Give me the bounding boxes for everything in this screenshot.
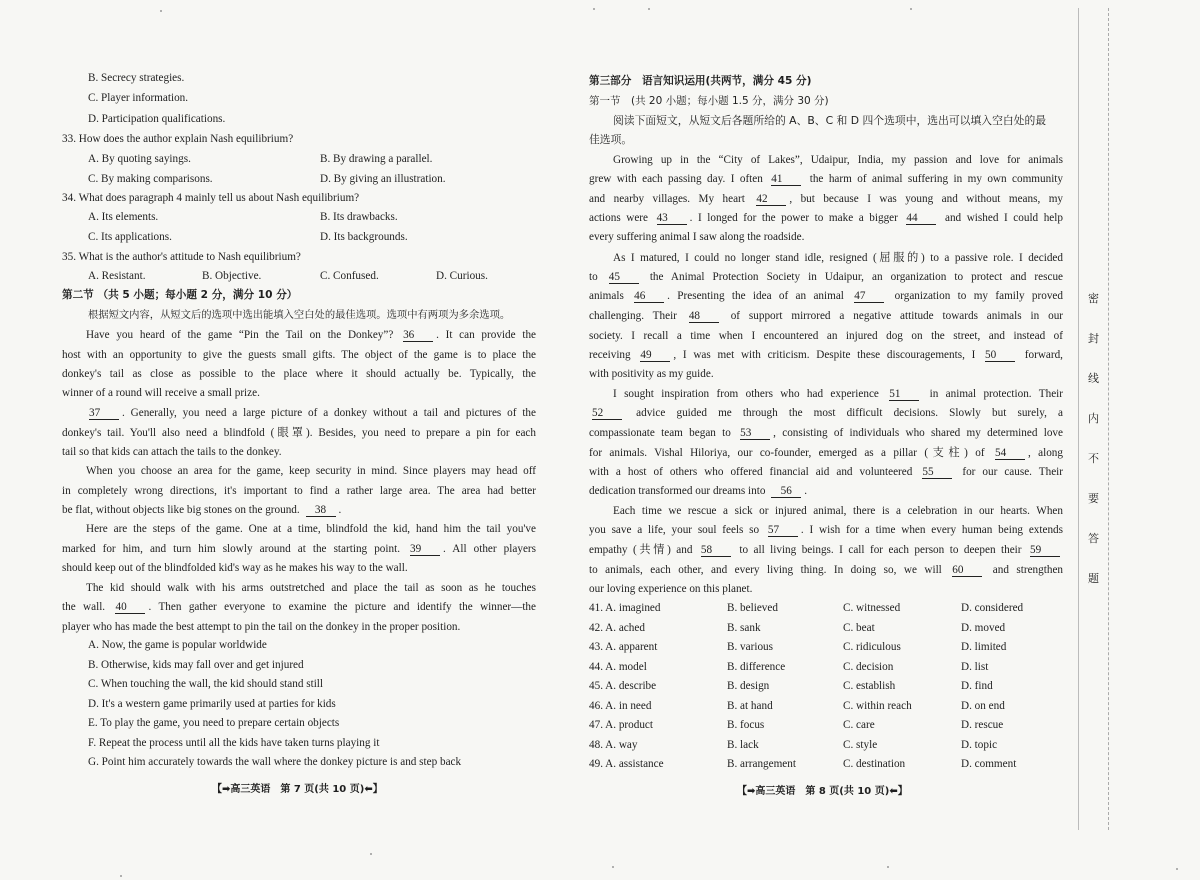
answer-blank: 60 [952,564,982,577]
passage-text: actions were [589,212,654,224]
option-item: 48. A. way [589,739,638,751]
binding-char: 封 [1088,332,1099,345]
answer-blank: 49 [640,349,670,362]
passage-text: . Then gather everyone to examine the picture and identify the winner—the [148,601,536,613]
choice-item: B. Otherwise, kids may fall over and get injured [88,659,304,671]
passage-line [62,561,536,575]
option-32d: D. Participation qualifications. [88,113,226,125]
answer-blank: 58 [701,544,731,557]
option-item: C. ridiculous [843,641,901,653]
passage-text: the Animal Protection Society in Udaipur, an organization to protect and rescue [641,271,1064,283]
scan-dot [120,875,122,877]
option-32b: B. Secrecy strategies. [88,72,185,84]
option-item: 41. A. imagined [589,602,661,614]
passage-text: advice guided me through the most difficult decisions. Slowly but surely, a [625,407,1063,419]
option-item: D. list [961,661,989,673]
passage-text: Here are the steps of the game. One at a time, blindfold the kid, hand him the tail you've [86,523,536,535]
passage-text: with positivity as my guide. [589,368,714,380]
answer-blank: 41 [771,173,801,186]
passage-line [589,426,1063,440]
option-item: 44. A. model [589,661,647,673]
passage-text: . Presenting the idea of an animal [667,290,852,302]
passage-line [589,543,1063,557]
choice-item: E. To play the game, you need to prepare certain objects [88,717,340,729]
binding-char: 内 [1088,412,1099,425]
question-33: 33. How does the author explain Nash equilibrium? [62,133,294,145]
binding-char: 题 [1088,572,1099,585]
passage-line [589,367,1063,381]
answer-blank: 51 [889,388,919,401]
passage-line [589,270,1063,284]
answer-blank: 36 [403,329,433,342]
passage-line [86,581,536,595]
passage-line [589,582,1063,596]
option-item: C. care [843,719,875,731]
option-item: 49. A. assistance [589,758,664,770]
passage-text: be flat, without objects like big stones on the ground. [62,504,303,516]
passage-line [613,504,1063,518]
passage-line [589,211,1063,225]
passage-text: donkey's tail as close as possible to the place where it should actually be. Typically, the [62,368,536,380]
option-35d: D. Curious. [436,270,488,282]
passage-text: grew with each passing day. I often [589,173,769,185]
passage-text: our loving experience on this planet. [589,583,753,595]
passage-text: challenging. Their [589,310,686,322]
passage-text: host with an opportunity to give the guests small gifts. The object of the game is to place the [62,349,536,361]
option-35c: C. Confused. [320,270,379,282]
passage-line [589,563,1063,577]
passage-text: . I longed for the power to make a bigger [689,212,904,224]
passage-text: As I matured, I could no longer stand idle, resigned (屈服的) to a passive role. I decided [613,252,1063,264]
option-item: D. limited [961,641,1007,653]
option-item: C. beat [843,622,875,634]
scan-dot [887,866,889,868]
passage-text: , but because I was young and without means, my [789,193,1063,205]
instructions-line-2: 佳选项。 [589,133,633,146]
scan-dot [370,853,372,855]
option-item: D. considered [961,602,1024,614]
passage-text: with a host of others who offered financial aid and volunteered [589,466,920,478]
passage-text: I sought inspiration from others who had experience [613,388,887,400]
passage-text: and strengthen [985,564,1063,576]
passage-text: . It can provide the [436,329,536,341]
option-34d: D. Its backgrounds. [320,231,408,243]
passage-line [86,406,536,420]
option-33d: D. By giving an illustration. [320,173,446,185]
page-footer-7: 【➡高三英语 第 7 页(共 10 页)⬅】 [212,784,383,795]
option-item: 47. A. product [589,719,654,731]
passage-text: . Generally, you need a large picture of a donkey without a tail and pictures of the [122,407,536,419]
passage-line [62,367,536,381]
passage-text: for our cause. Their [955,466,1063,478]
option-item: D. on end [961,700,1005,712]
passage-text: to all living beings. I call for each person to deepen their [733,544,1027,556]
binding-char: 线 [1088,372,1099,385]
question-35: 35. What is the author's attitude to Nash equilibrium? [62,251,301,263]
answer-blank: 50 [985,349,1015,362]
passage-text: in completely wrong directions, it's important to find a rather large area. The area had better [62,485,536,497]
option-item: C. destination [843,758,906,770]
option-item: C. within reach [843,700,912,712]
passage-text: and wished I could help [939,212,1063,224]
option-item: C. decision [843,661,894,673]
passage-line [62,542,536,556]
passage-text: the harm of animal suffering in my own community [804,173,1064,185]
option-35a: A. Resistant. [88,270,146,282]
passage-line [613,387,1063,401]
passage-line [62,484,536,498]
option-item: C. witnessed [843,602,901,614]
passage-text: should keep out of the blindfolded kid's way as he makes his way to the wall. [62,562,408,574]
passage-line [589,465,1063,479]
scan-dot [160,10,162,12]
passage-text: When you choose an area for the game, keep security in mind. Since players may head off [86,465,536,477]
answer-blank: 42 [756,193,786,206]
passage-line [62,503,536,517]
option-item: B. various [727,641,773,653]
instructions-line-1: 阅读下面短文，从短文后各题所给的 A、B、C 和 D 四个选项中，选出可以填入空白处的最 [613,114,1047,127]
passage-line [86,328,536,342]
option-item: B. difference [727,661,786,673]
option-item: D. topic [961,739,998,751]
answer-blank: 59 [1030,544,1060,557]
option-item: B. sank [727,622,761,634]
passage-line [86,464,536,478]
passage-text: , consisting of individuals who shared my determined love [773,427,1063,439]
section-1-title: 第一节 (共 20 小题；每小题 1.5 分，满分 30 分) [589,95,829,107]
answer-blank: 44 [906,212,936,225]
passage-line [589,289,1063,303]
answer-blank: 48 [689,310,719,323]
page-footer-8: 【➡高三英语 第 8 页(共 10 页)⬅】 [737,786,908,797]
option-32c: C. Player information. [88,92,189,104]
scan-dot [1176,868,1178,870]
passage-line [589,446,1063,460]
passage-line [62,600,536,614]
option-item: C. style [843,739,878,751]
section-2-title: 第二节 （共 5 小题；每小题 2 分，满分 10 分） [62,289,298,301]
passage-text: for animals. Vishal Hiloriya, our co-founder, emerged as a pillar (支柱) of [589,447,992,459]
option-item: B. believed [727,602,778,614]
passage-text: player who has made the best attempt to pin the tail on the donkey in the proper position. [62,621,461,633]
passage-text: empathy (共情) and [589,544,698,556]
answer-blank: 56 [771,485,801,498]
passage-text: receiving [589,349,638,361]
answer-blank: 40 [115,601,145,614]
choice-item: C. When touching the wall, the kid should stand still [88,678,324,690]
passage-line [589,406,1063,420]
passage-text: dedication transformed our dreams into [589,485,769,497]
passage-text: the wall. [62,601,113,613]
answer-blank: 55 [922,466,952,479]
passage-text: every suffering animal I saw along the roadside. [589,231,805,243]
binding-char: 密 [1088,292,1099,305]
passage-text: . [338,504,342,516]
passage-text: of support mirrored a negative attitude towards animals in our [721,310,1064,322]
option-item: 43. A. apparent [589,641,658,653]
option-item: B. design [727,680,770,692]
option-33a: A. By quoting sayings. [88,153,191,165]
passage-text: Each time we rescue a sick or injured animal, there is a celebration in our hearts. When [613,505,1063,517]
passage-text: Growing up in the “City of Lakes”, Udaipur, India, my passion and love for animals [613,154,1063,166]
passage-line [589,329,1063,343]
passage-text: society. I recall a time when I encountered an injured dog on the street, and instead of [589,330,1063,342]
passage-line [62,620,536,634]
passage-text: , along [1027,447,1063,459]
answer-blank: 45 [609,271,639,284]
choice-item: D. It's a western game primarily used at parties for kids [88,698,336,710]
scan-dot [612,866,614,868]
option-item: B. focus [727,719,765,731]
answer-blank: 46 [634,290,664,303]
option-item: D. rescue [961,719,1004,731]
binding-char: 答 [1088,532,1099,545]
option-item: D. moved [961,622,1006,634]
passage-line [589,523,1063,537]
passage-text: you save a life, your soul feels so [589,524,765,536]
passage-text: to [589,271,606,283]
passage-text: in animal protection. Their [922,388,1063,400]
option-34a: A. Its elements. [88,211,159,223]
choice-item: G. Point him accurately towards the wall where the donkey picture is and step back [88,756,462,768]
option-33c: C. By making comparisons. [88,173,213,185]
answer-blank: 54 [995,447,1025,460]
option-item: D. comment [961,758,1017,770]
passage-line [589,348,1063,362]
passage-line [86,522,536,536]
option-35b: B. Objective. [202,270,262,282]
passage-text: . All other players [443,543,536,555]
option-item: B. lack [727,739,759,751]
passage-text: , I was met with criticism. Despite these discouragements, I [673,349,983,361]
passage-text: winner of a round will receive a small prize. [62,387,260,399]
answer-blank: 43 [657,212,687,225]
option-item: C. establish [843,680,896,692]
option-item: 42. A. ached [589,622,645,634]
option-34c: C. Its applications. [88,231,172,243]
passage-text: compassionate team began to [589,427,738,439]
scan-dot [910,8,912,10]
answer-blank: 52 [592,407,622,420]
passage-line [589,172,1063,186]
binding-char: 要 [1088,492,1099,505]
answer-blank: 39 [410,543,440,556]
passage-text: The kid should walk with his arms outstretched and place the tail as soon as he touches [86,582,536,594]
scan-dot [593,8,595,10]
answer-blank: 37 [89,407,119,420]
option-item: 46. A. in need [589,700,652,712]
passage-text: tail so that kids can attach the tails to the donkey. [62,446,282,458]
passage-line [62,426,536,440]
passage-text: . I wish for a time when every human being extends [800,524,1063,536]
passage-text: animals [589,290,632,302]
passage-line [589,309,1063,323]
passage-text: marked for him, and turn him slowly around at the starting point. [62,543,408,555]
answer-blank: 47 [854,290,884,303]
binding-char: 不 [1088,452,1099,465]
option-item: B. arrangement [727,758,796,770]
passage-text: to animals, each other, and every living thing. In doing so, we will [589,564,950,576]
answer-blank: 53 [740,427,770,440]
answer-blank: 57 [768,524,798,537]
passage-line [589,192,1063,206]
passage-line [613,153,1063,167]
passage-line [62,386,536,400]
question-34: 34. What does paragraph 4 mainly tell us about Nash equilibrium? [62,192,360,204]
choice-item: F. Repeat the process until all the kids have taken turns playing it [88,737,380,749]
passage-text: . [804,485,808,497]
passage-line [589,484,1063,498]
passage-text: forward, [1018,349,1063,361]
binding-margin-dashed-line [1108,8,1109,830]
option-item: B. at hand [727,700,773,712]
part-3-title: 第三部分 语言知识运用(共两节，满分 45 分) [589,75,812,87]
option-33b: B. By drawing a parallel. [320,153,433,165]
answer-blank: 38 [306,504,336,517]
option-34b: B. Its drawbacks. [320,211,398,223]
choice-item: A. Now, the game is popular worldwide [88,639,267,651]
passage-line [589,230,1063,244]
passage-text: organization to my family proved [887,290,1063,302]
passage-text: and nearby villages. My heart [589,193,754,205]
option-item: 45. A. describe [589,680,657,692]
passage-line [62,445,536,459]
option-item: D. find [961,680,993,692]
section-2-instructions: 根据短文内容，从短文后的选项中选出能填入空白处的最佳选项。选项中有两项为多余选项。 [88,309,511,321]
scan-dot [648,8,650,10]
passage-line [62,348,536,362]
passage-text: Have you heard of the game “Pin the Tail on the Donkey”? [86,329,401,341]
passage-line [613,251,1063,265]
passage-text: donkey's tail. You'll also need a blindfold (眼罩). Besides, you need to prepare a pin for each [62,427,536,439]
